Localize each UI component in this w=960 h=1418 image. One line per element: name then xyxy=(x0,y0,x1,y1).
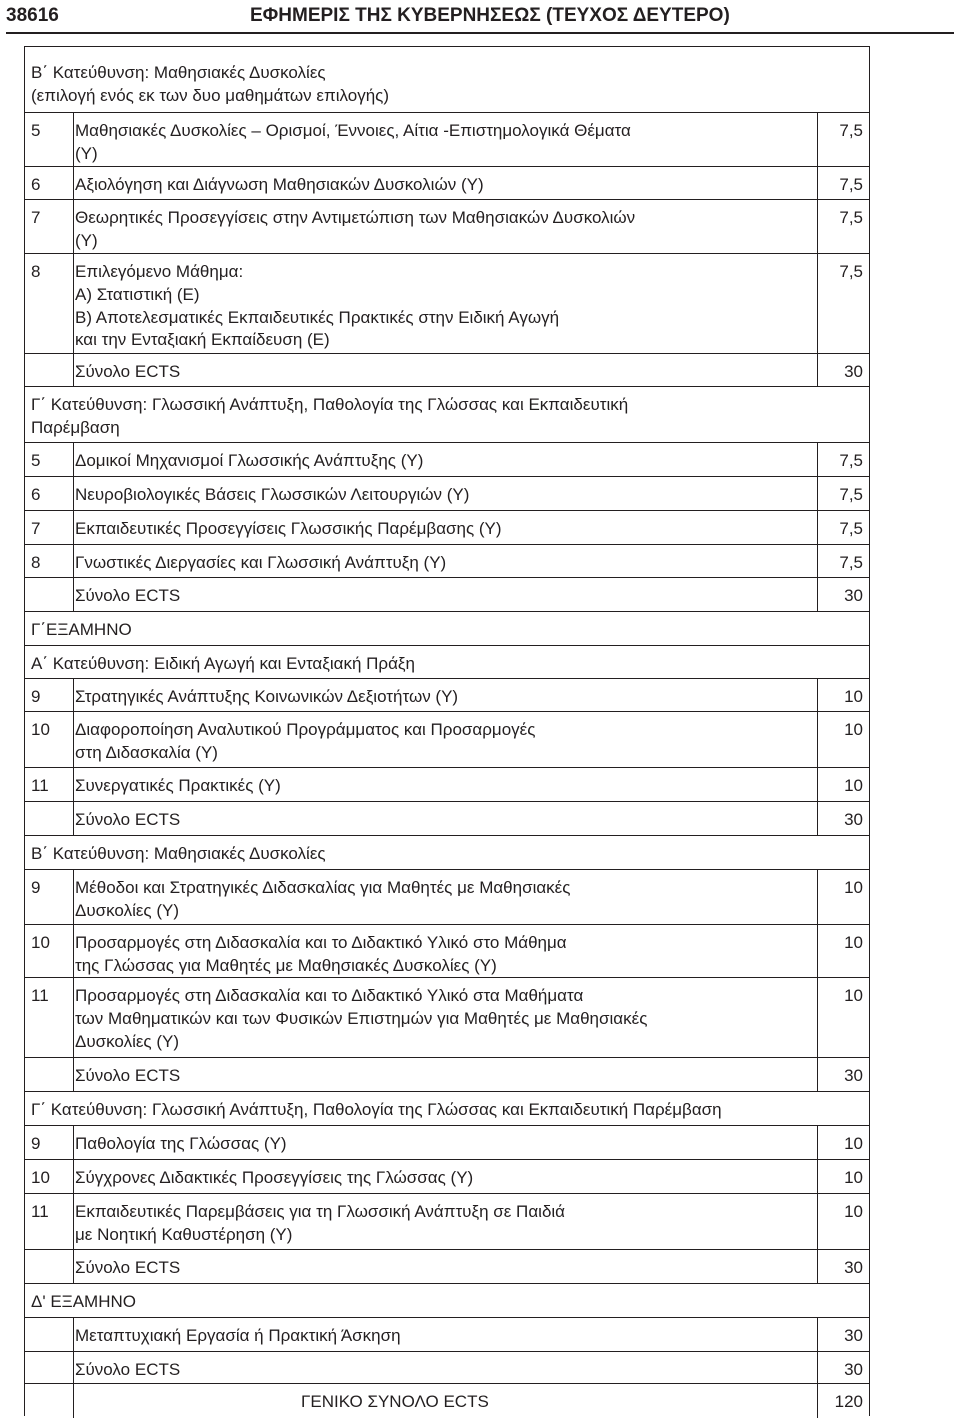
column-rule xyxy=(817,477,818,511)
course-number: 8 xyxy=(31,553,41,572)
course-number: 8 xyxy=(31,262,41,281)
column-rule xyxy=(817,712,818,768)
total-label: Σύνολο ECTS xyxy=(75,1258,181,1277)
course-title: Δυσκολίες (Υ) xyxy=(75,1031,180,1051)
curriculum-table xyxy=(24,46,870,1416)
course-number: 7 xyxy=(31,208,41,227)
course-number: 9 xyxy=(31,878,41,897)
gazette-title: ΕΦΗΜΕΡΙΣ ΤΗΣ ΚΥΒΕΡΝΗΣΕΩΣ (ΤΕΥΧΟΣ ΔΕΥΤΕΡΟ) xyxy=(250,5,730,26)
ects-value: 7,5 xyxy=(839,208,863,227)
course-number: 6 xyxy=(31,485,41,504)
column-rule xyxy=(817,925,818,978)
course-title: Μαθησιακές Δυσκολίες – Ορισμοί, Έννοιες, Αίτια -Επιστημολογικά Θέματα xyxy=(75,121,631,140)
ects-value: 7,5 xyxy=(839,553,863,572)
course-row xyxy=(25,477,869,511)
total-label: Σύνολο ECTS xyxy=(75,1360,181,1379)
column-rule xyxy=(73,712,74,768)
column-rule xyxy=(73,870,74,925)
semester-row xyxy=(25,1284,869,1318)
column-rule xyxy=(817,1352,818,1384)
ects-value: 7,5 xyxy=(839,485,863,504)
grand-total-label: ΓΕΝΙΚΟ ΣΥΝΟΛΟ ECTS xyxy=(301,1392,489,1411)
column-rule xyxy=(73,200,74,254)
course-row xyxy=(25,768,869,802)
section-heading: (επιλογή ενός εκ των δυο μαθημάτων επιλογής) xyxy=(31,85,389,105)
ects-value: 30 xyxy=(844,1066,863,1085)
ects-value: 10 xyxy=(844,687,863,706)
course-number: 11 xyxy=(31,986,49,1005)
course-number: 9 xyxy=(31,1134,41,1153)
course-title: στη Διδασκαλία (Υ) xyxy=(75,742,218,762)
course-title: Παθολογία της Γλώσσας (Υ) xyxy=(75,1134,287,1153)
course-title: Δομικοί Μηχανισμοί Γλωσσικής Ανάπτυξης (Υ) xyxy=(75,451,424,470)
column-rule xyxy=(817,1194,818,1250)
course-number: 5 xyxy=(31,121,41,140)
course-title: Θεωρητικές Προσεγγίσεις στην Αντιμετώπιση των Μαθησιακών Δυσκολιών xyxy=(75,208,636,227)
course-number: 7 xyxy=(31,519,41,538)
column-rule xyxy=(817,443,818,477)
course-title: και την Ενταξιακή Εκπαίδευση (Ε) xyxy=(75,330,330,350)
ects-value: 10 xyxy=(844,720,863,739)
column-rule xyxy=(817,1058,818,1092)
section-heading: Β΄ Κατεύθυνση: Μαθησιακές Δυσκολίες xyxy=(31,844,326,863)
column-rule xyxy=(73,1160,74,1194)
column-rule xyxy=(73,578,74,612)
column-rule xyxy=(817,1384,818,1418)
ects-value: 10 xyxy=(844,1168,863,1187)
section-heading: Γ΄ Κατεύθυνση: Γλωσσική Ανάπτυξη, Παθολογία της Γλώσσας και Εκπαιδευτική xyxy=(31,395,629,414)
total-label: Σύνολο ECTS xyxy=(75,1066,181,1085)
semester-row xyxy=(25,612,869,646)
course-title: Β) Αποτελεσματικές Εκπαιδευτικές Πρακτικές στην Ειδική Αγωγή xyxy=(75,307,560,327)
section-heading: Β΄ Κατεύθυνση: Μαθησιακές Δυσκολίες xyxy=(31,63,326,82)
course-number: 5 xyxy=(31,451,41,470)
column-rule xyxy=(817,254,818,354)
course-row xyxy=(25,167,869,200)
column-rule xyxy=(73,768,74,802)
column-rule xyxy=(73,511,74,545)
column-rule xyxy=(817,200,818,254)
course-title: Δυσκολίες (Υ) xyxy=(75,900,180,920)
column-rule xyxy=(73,254,74,354)
ects-value: 30 xyxy=(844,810,863,829)
course-title: της Γλώσσας για Μαθητές με Μαθησιακές Δυσκολίες (Υ) xyxy=(75,955,497,975)
column-rule xyxy=(73,545,74,578)
course-row xyxy=(25,1160,869,1194)
column-rule xyxy=(817,870,818,925)
column-rule xyxy=(817,978,818,1058)
ects-value: 30 xyxy=(844,1360,863,1379)
section-heading: Παρέμβαση xyxy=(31,417,120,437)
course-row xyxy=(25,712,869,768)
course-title: (Υ) xyxy=(75,230,98,250)
column-rule xyxy=(817,511,818,545)
ects-value: 7,5 xyxy=(839,121,863,140)
course-number: 10 xyxy=(31,933,50,952)
course-number: 10 xyxy=(31,720,50,739)
header-rule xyxy=(6,32,954,34)
ects-value: 7,5 xyxy=(839,175,863,194)
column-rule xyxy=(817,545,818,578)
grand-total-row xyxy=(25,1384,869,1418)
ects-value: 7,5 xyxy=(839,262,863,281)
column-rule xyxy=(73,802,74,836)
column-rule xyxy=(817,113,818,167)
column-rule xyxy=(73,1384,74,1418)
column-rule xyxy=(73,1318,74,1352)
section-row xyxy=(25,836,869,870)
course-title: των Μαθηματικών και των Φυσικών Επιστημών για Μαθητές με Μαθησιακές xyxy=(75,1008,648,1028)
course-title: Σύγχρονες Διδακτικές Προσεγγίσεις της Γλώσσας (Υ) xyxy=(75,1168,474,1187)
column-rule xyxy=(817,578,818,612)
column-rule xyxy=(817,167,818,200)
course-title: Στρατηγικές Ανάπτυξης Κοινωνικών Δεξιοτήτων (Υ) xyxy=(75,687,459,706)
ects-value: 7,5 xyxy=(839,451,863,470)
course-row xyxy=(25,200,869,254)
course-row xyxy=(25,1194,869,1250)
course-number: 6 xyxy=(31,175,41,194)
ects-value: 10 xyxy=(844,1202,863,1221)
column-rule xyxy=(817,1160,818,1194)
column-rule xyxy=(73,477,74,511)
column-rule xyxy=(73,679,74,712)
ects-value: 30 xyxy=(844,362,863,381)
course-title: με Νοητική Καθυστέρηση (Υ) xyxy=(75,1224,293,1244)
ects-value: 10 xyxy=(844,933,863,952)
section-row xyxy=(25,1092,869,1126)
course-row xyxy=(25,113,869,167)
ects-value: 10 xyxy=(844,1134,863,1153)
column-rule xyxy=(73,1250,74,1284)
column-rule xyxy=(817,1126,818,1160)
total-row xyxy=(25,802,869,836)
ects-value: 10 xyxy=(844,878,863,897)
course-row xyxy=(25,254,869,354)
semester-heading: Γ΄ΕΞΑΜΗΝΟ xyxy=(31,620,132,639)
course-row xyxy=(25,679,869,712)
column-rule xyxy=(73,113,74,167)
course-number: 11 xyxy=(31,1202,49,1221)
course-title: Μεταπτυχιακή Εργασία ή Πρακτική Άσκηση xyxy=(75,1326,401,1345)
column-rule xyxy=(73,978,74,1058)
ects-value: 10 xyxy=(844,776,863,795)
column-rule xyxy=(73,1126,74,1160)
course-row xyxy=(25,925,869,978)
course-title: Προσαρμογές στη Διδασκαλία και το Διδακτικό Υλικό στα Μαθήματα xyxy=(75,986,584,1005)
course-row xyxy=(25,1126,869,1160)
course-row xyxy=(25,545,869,578)
section-row xyxy=(25,646,869,679)
course-title: Εκπαιδευτικές Προσεγγίσεις Γλωσσικής Παρέμβασης (Υ) xyxy=(75,519,502,538)
course-row xyxy=(25,443,869,477)
column-rule xyxy=(73,1352,74,1384)
ects-value: 30 xyxy=(844,586,863,605)
course-number: 9 xyxy=(31,687,41,706)
total-row xyxy=(25,354,869,387)
ects-value: 120 xyxy=(834,1392,863,1411)
column-rule xyxy=(73,1058,74,1092)
column-rule xyxy=(73,1194,74,1250)
course-title: Αξιολόγηση και Διάγνωση Μαθησιακών Δυσκολιών (Υ) xyxy=(75,175,484,194)
total-label: Σύνολο ECTS xyxy=(75,810,181,829)
section-row xyxy=(25,387,869,443)
course-title: Προσαρμογές στη Διδασκαλία και το Διδακτικό Υλικό στο Μάθημα xyxy=(75,933,567,952)
column-rule xyxy=(817,354,818,387)
page-number: 38616 xyxy=(6,5,59,26)
ects-value: 7,5 xyxy=(839,519,863,538)
course-title: Νευροβιολογικές Βάσεις Γλωσσικών Λειτουργιών (Υ) xyxy=(75,485,470,504)
course-number: 11 xyxy=(31,776,49,795)
ects-value: 30 xyxy=(844,1258,863,1277)
ects-value: 10 xyxy=(844,986,863,1005)
total-label: Σύνολο ECTS xyxy=(75,586,181,605)
total-row xyxy=(25,1250,869,1284)
course-title: Εκπαιδευτικές Παρεμβάσεις για τη Γλωσσική Ανάπτυξη σε Παιδιά xyxy=(75,1202,566,1221)
course-title: Α) Στατιστική (Ε) xyxy=(75,284,200,304)
column-rule xyxy=(73,354,74,387)
total-row xyxy=(25,1352,869,1384)
section-heading: Γ΄ Κατεύθυνση: Γλωσσική Ανάπτυξη, Παθολογία της Γλώσσας και Εκπαιδευτική Παρέμβαση xyxy=(31,1100,722,1119)
section-heading: Α΄ Κατεύθυνση: Ειδική Αγωγή και Ενταξιακή Πράξη xyxy=(31,654,415,673)
course-title: Συνεργατικές Πρακτικές (Υ) xyxy=(75,776,281,795)
semester-heading: Δ' ΕΞΑΜΗΝΟ xyxy=(31,1292,136,1311)
column-rule xyxy=(73,167,74,200)
course-row xyxy=(25,870,869,925)
course-row xyxy=(25,1318,869,1352)
ects-value: 30 xyxy=(844,1326,863,1345)
section-row xyxy=(25,55,869,113)
column-rule xyxy=(817,679,818,712)
column-rule xyxy=(817,768,818,802)
course-title: Επιλεγόμενο Μάθημα: xyxy=(75,262,244,281)
course-title: Διαφοροποίηση Αναλυτικού Προγράμματος και Προσαρμογές xyxy=(75,720,536,739)
course-number: 10 xyxy=(31,1168,50,1187)
column-rule xyxy=(73,443,74,477)
course-title: (Υ) xyxy=(75,143,98,163)
column-rule xyxy=(817,1318,818,1352)
page-header xyxy=(0,0,960,30)
column-rule xyxy=(73,925,74,978)
column-rule xyxy=(817,1250,818,1284)
course-title: Γνωστικές Διεργασίες και Γλωσσική Ανάπτυξη (Υ) xyxy=(75,553,447,572)
total-label: Σύνολο ECTS xyxy=(75,362,181,381)
course-row xyxy=(25,978,869,1058)
column-rule xyxy=(817,802,818,836)
total-row xyxy=(25,578,869,612)
course-title: Μέθοδοι και Στρατηγικές Διδασκαλίας για Μαθητές με Μαθησιακές xyxy=(75,878,571,897)
total-row xyxy=(25,1058,869,1092)
course-row xyxy=(25,511,869,545)
